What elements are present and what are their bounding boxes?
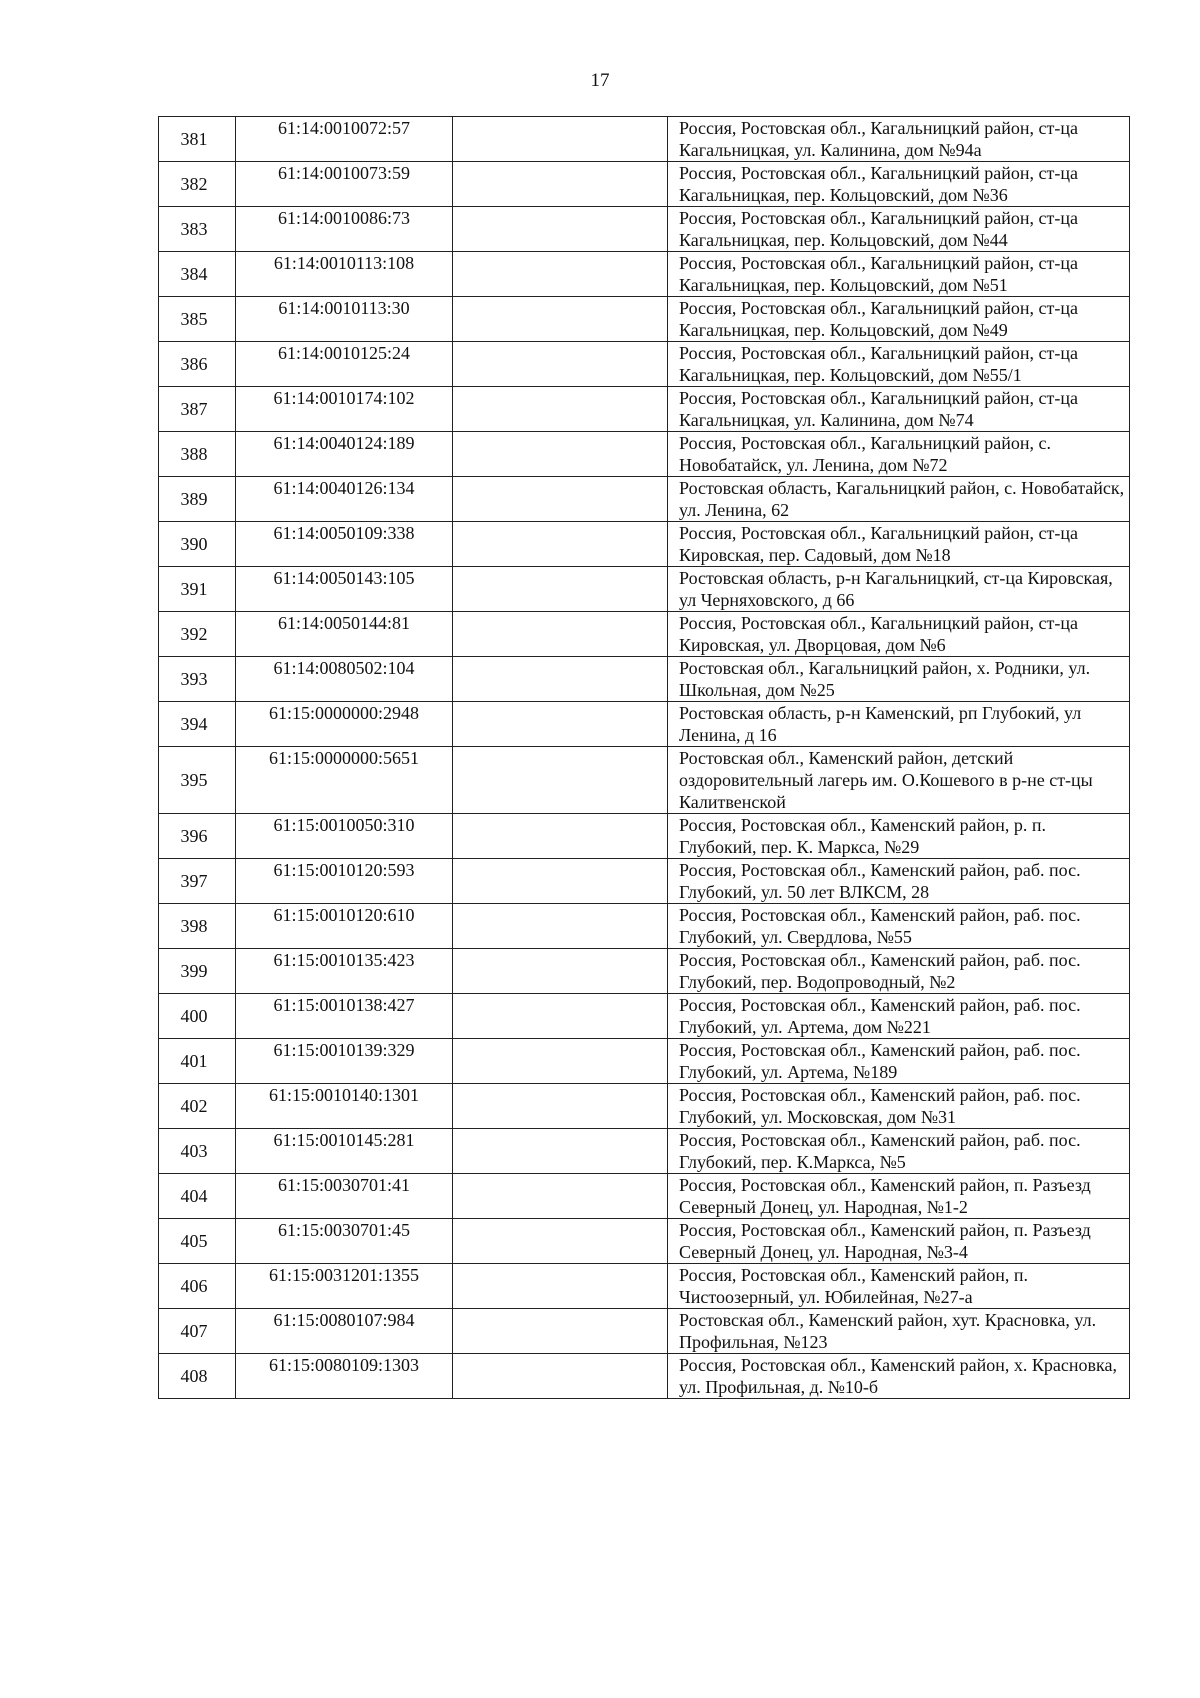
address-cell: Ростовская обл., Каменский район, хут. Красновка, ул. Профильная, №123	[668, 1309, 1130, 1354]
empty-cell	[453, 522, 668, 567]
cadastral-registry-table	[158, 116, 1130, 1399]
row-number-cell: 401	[159, 1039, 236, 1084]
row-number-cell: 394	[159, 702, 236, 747]
row-number-cell: 407	[159, 1309, 236, 1354]
cadastral-number: 61:14:0010174:102	[273, 388, 415, 408]
address-cell: Россия, Ростовская обл., Кагальницкий район, ст-ца Кагальницкая, пер. Кольцовский, дом №49	[668, 297, 1130, 342]
row-number-cell: 406	[159, 1264, 236, 1309]
empty-cell	[453, 904, 668, 949]
cadastral-number-cell	[236, 567, 453, 612]
cadastral-number: 61:14:0050144:81	[277, 613, 410, 633]
cadastral-number-cell	[236, 477, 453, 522]
address-cell: Ростовская область, р-н Каменский, рп Глубокий, ул Ленина, д 16	[668, 702, 1130, 747]
address-cell: Россия, Ростовская обл., Каменский район, х. Красновка, ул. Профильная, д. №10-б	[668, 1354, 1130, 1399]
cadastral-number: 61:14:0040124:189	[273, 433, 415, 453]
cadastral-number: 61:15:0010050:310	[273, 815, 415, 835]
table-row	[159, 747, 1130, 814]
row-number-cell: 390	[159, 522, 236, 567]
address-cell: Ростовская область, Кагальницкий район, с. Новобатайск, ул. Ленина, 62	[668, 477, 1130, 522]
empty-cell	[453, 657, 668, 702]
row-number-cell: 382	[159, 162, 236, 207]
row-number-cell: 396	[159, 814, 236, 859]
row-number-cell: 386	[159, 342, 236, 387]
cadastral-number: 61:14:0040126:134	[273, 478, 415, 498]
empty-cell	[453, 814, 668, 859]
empty-cell	[453, 994, 668, 1039]
address-cell: Россия, Ростовская обл., Каменский район, п. Разъезд Северный Донец, ул. Народная, №3-4	[668, 1219, 1130, 1264]
table-row	[159, 1084, 1130, 1129]
cadastral-number-cell	[236, 747, 453, 814]
cadastral-number: 61:14:0050143:105	[273, 568, 415, 588]
empty-cell	[453, 702, 668, 747]
row-number-cell: 391	[159, 567, 236, 612]
empty-cell	[453, 612, 668, 657]
cadastral-number: 61:14:0010086:73	[277, 208, 410, 228]
cadastral-number: 61:15:0031201:1355	[268, 1265, 419, 1285]
cadastral-number: 61:15:0010135:423	[273, 950, 415, 970]
row-number-cell: 385	[159, 297, 236, 342]
cadastral-number: 61:14:0050109:338	[273, 523, 415, 543]
address-cell: Россия, Ростовская обл., Каменский район, раб. пос. Глубокий, ул. Артема, дом №221	[668, 994, 1130, 1039]
empty-cell	[453, 117, 668, 162]
row-number-cell: 399	[159, 949, 236, 994]
table-row	[159, 994, 1130, 1039]
cadastral-number-cell	[236, 612, 453, 657]
empty-cell	[453, 297, 668, 342]
address-cell: Россия, Ростовская обл., Кагальницкий район, ст-ца Кагальницкая, ул. Калинина, дом №74	[668, 387, 1130, 432]
address-cell: Россия, Ростовская обл., Каменский район, раб. пос. Глубокий, ул. Московская, дом №31	[668, 1084, 1130, 1129]
table-row	[159, 1129, 1130, 1174]
address-cell: Россия, Ростовская обл., Каменский район, раб. пос. Глубокий, ул. Артема, №189	[668, 1039, 1130, 1084]
table-row	[159, 859, 1130, 904]
address-cell: Ростовская область, р-н Кагальницкий, ст-ца Кировская, ул Черняховского, д 66	[668, 567, 1130, 612]
cadastral-number-cell	[236, 252, 453, 297]
empty-cell	[453, 432, 668, 477]
address-cell: Россия, Ростовская обл., Каменский район, раб. пос. Глубокий, пер. К.Маркса, №5	[668, 1129, 1130, 1174]
cadastral-number: 61:15:0010140:1301	[268, 1085, 419, 1105]
table-row	[159, 567, 1130, 612]
cadastral-number: 61:14:0010072:57	[277, 118, 410, 138]
empty-cell	[453, 1219, 668, 1264]
address-cell: Россия, Ростовская обл., Кагальницкий район, с. Новобатайск, ул. Ленина, дом №72	[668, 432, 1130, 477]
cadastral-number-cell	[236, 904, 453, 949]
row-number-cell: 388	[159, 432, 236, 477]
cadastral-number-cell	[236, 657, 453, 702]
empty-cell	[453, 1354, 668, 1399]
table-row	[159, 612, 1130, 657]
cadastral-number-cell	[236, 387, 453, 432]
empty-cell	[453, 1309, 668, 1354]
empty-cell	[453, 1174, 668, 1219]
row-number-cell: 383	[159, 207, 236, 252]
cadastral-number-cell	[236, 342, 453, 387]
empty-cell	[453, 162, 668, 207]
row-number-cell: 384	[159, 252, 236, 297]
cadastral-number: 61:15:0030701:41	[277, 1175, 410, 1195]
address-cell: Россия, Ростовская обл., Кагальницкий район, ст-ца Кагальницкая, ул. Калинина, дом №94а	[668, 117, 1130, 162]
table-row	[159, 252, 1130, 297]
empty-cell	[453, 477, 668, 522]
address-cell: Ростовская обл., Каменский район, детский оздоровительный лагерь им. О.Кошевого в р-не ст-цы Калитвенской	[668, 747, 1130, 814]
empty-cell	[453, 1039, 668, 1084]
row-number-cell: 392	[159, 612, 236, 657]
row-number-cell: 408	[159, 1354, 236, 1399]
cadastral-number: 61:14:0010113:108	[273, 253, 415, 273]
cadastral-number: 61:14:0080502:104	[273, 658, 415, 678]
table-row	[159, 297, 1130, 342]
cadastral-number: 61:15:0010139:329	[273, 1040, 415, 1060]
cadastral-number: 61:15:0010145:281	[273, 1130, 415, 1150]
table-row	[159, 657, 1130, 702]
empty-cell	[453, 747, 668, 814]
address-cell: Россия, Ростовская обл., Каменский район, п. Чистоозерный, ул. Юбилейная, №27-а	[668, 1264, 1130, 1309]
row-number-cell: 398	[159, 904, 236, 949]
cadastral-number-cell	[236, 1264, 453, 1309]
cadastral-number: 61:15:0030701:45	[277, 1220, 410, 1240]
table-row	[159, 1219, 1130, 1264]
address-cell: Россия, Ростовская обл., Каменский район, р. п. Глубокий, пер. К. Маркса, №29	[668, 814, 1130, 859]
cadastral-number-cell	[236, 859, 453, 904]
cadastral-number: 61:15:0010120:610	[273, 905, 415, 925]
address-cell: Ростовская обл., Кагальницкий район, х. Родники, ул. Школьная, дом №25	[668, 657, 1130, 702]
table-body	[159, 117, 1130, 1399]
cadastral-number-cell	[236, 814, 453, 859]
table-row	[159, 477, 1130, 522]
address-cell: Россия, Ростовская обл., Кагальницкий район, ст-ца Кировская, пер. Садовый, дом №18	[668, 522, 1130, 567]
empty-cell	[453, 1084, 668, 1129]
table-row	[159, 342, 1130, 387]
cadastral-number-cell	[236, 1219, 453, 1264]
row-number-cell: 404	[159, 1174, 236, 1219]
address-cell: Россия, Ростовская обл., Каменский район, п. Разъезд Северный Донец, ул. Народная, №1-2	[668, 1174, 1130, 1219]
empty-cell	[453, 567, 668, 612]
empty-cell	[453, 387, 668, 432]
table-row	[159, 522, 1130, 567]
address-cell: Россия, Ростовская обл., Каменский район, раб. пос. Глубокий, ул. 50 лет ВЛКСМ, 28	[668, 859, 1130, 904]
table-row	[159, 117, 1130, 162]
cadastral-number-cell	[236, 1354, 453, 1399]
address-cell: Россия, Ростовская обл., Каменский район, раб. пос. Глубокий, пер. Водопроводный, №2	[668, 949, 1130, 994]
table-row	[159, 1354, 1130, 1399]
row-number-cell: 400	[159, 994, 236, 1039]
empty-cell	[453, 207, 668, 252]
empty-cell	[453, 949, 668, 994]
cadastral-number: 61:15:0000000:2948	[268, 703, 419, 723]
row-number-cell: 395	[159, 747, 236, 814]
row-number-cell: 387	[159, 387, 236, 432]
table-row	[159, 432, 1130, 477]
cadastral-number: 61:15:0010138:427	[273, 995, 415, 1015]
row-number-cell: 389	[159, 477, 236, 522]
address-cell: Россия, Ростовская обл., Кагальницкий район, ст-ца Кагальницкая, пер. Кольцовский, дом №44	[668, 207, 1130, 252]
cadastral-number-cell	[236, 432, 453, 477]
table-row	[159, 162, 1130, 207]
cadastral-number-cell	[236, 207, 453, 252]
table-row	[159, 1039, 1130, 1084]
address-cell: Россия, Ростовская обл., Каменский район, раб. пос. Глубокий, ул. Свердлова, №55	[668, 904, 1130, 949]
cadastral-number-cell	[236, 1039, 453, 1084]
table-row	[159, 1174, 1130, 1219]
table-row	[159, 1309, 1130, 1354]
cadastral-number-cell	[236, 1084, 453, 1129]
row-number-cell: 403	[159, 1129, 236, 1174]
cadastral-number-cell	[236, 162, 453, 207]
empty-cell	[453, 859, 668, 904]
row-number-cell: 397	[159, 859, 236, 904]
cadastral-number-cell	[236, 1174, 453, 1219]
empty-cell	[453, 342, 668, 387]
page-number: 17	[590, 70, 610, 91]
table-row	[159, 1264, 1130, 1309]
row-number-cell: 381	[159, 117, 236, 162]
cadastral-number: 61:15:0000000:5651	[268, 748, 419, 768]
address-cell: Россия, Ростовская обл., Кагальницкий район, ст-ца Кагальницкая, пер. Кольцовский, дом №36	[668, 162, 1130, 207]
cadastral-number: 61:15:0080107:984	[273, 1310, 415, 1330]
empty-cell	[453, 1264, 668, 1309]
address-cell: Россия, Ростовская обл., Кагальницкий район, ст-ца Кагальницкая, пер. Кольцовский, дом №55/1	[668, 342, 1130, 387]
cadastral-number-cell	[236, 117, 453, 162]
address-cell: Россия, Ростовская обл., Кагальницкий район, ст-ца Кагальницкая, пер. Кольцовский, дом №51	[668, 252, 1130, 297]
table-row	[159, 904, 1130, 949]
cadastral-number: 61:14:0010125:24	[277, 343, 410, 363]
table-row	[159, 387, 1130, 432]
cadastral-number-cell	[236, 949, 453, 994]
table-row	[159, 207, 1130, 252]
table-row	[159, 949, 1130, 994]
cadastral-number-cell	[236, 1309, 453, 1354]
cadastral-number-cell	[236, 1129, 453, 1174]
cadastral-number: 61:14:0010113:30	[278, 298, 410, 318]
row-number-cell: 405	[159, 1219, 236, 1264]
row-number-cell: 402	[159, 1084, 236, 1129]
row-number-cell: 393	[159, 657, 236, 702]
cadastral-number-cell	[236, 297, 453, 342]
cadastral-number: 61:15:0010120:593	[273, 860, 415, 880]
cadastral-number: 61:15:0080109:1303	[268, 1355, 419, 1375]
cadastral-number-cell	[236, 994, 453, 1039]
empty-cell	[453, 252, 668, 297]
cadastral-number-cell	[236, 522, 453, 567]
cadastral-number-cell	[236, 702, 453, 747]
table-row	[159, 814, 1130, 859]
empty-cell	[453, 1129, 668, 1174]
cadastral-number: 61:14:0010073:59	[277, 163, 410, 183]
address-cell: Россия, Ростовская обл., Кагальницкий район, ст-ца Кировская, ул. Дворцовая, дом №6	[668, 612, 1130, 657]
table-row	[159, 702, 1130, 747]
